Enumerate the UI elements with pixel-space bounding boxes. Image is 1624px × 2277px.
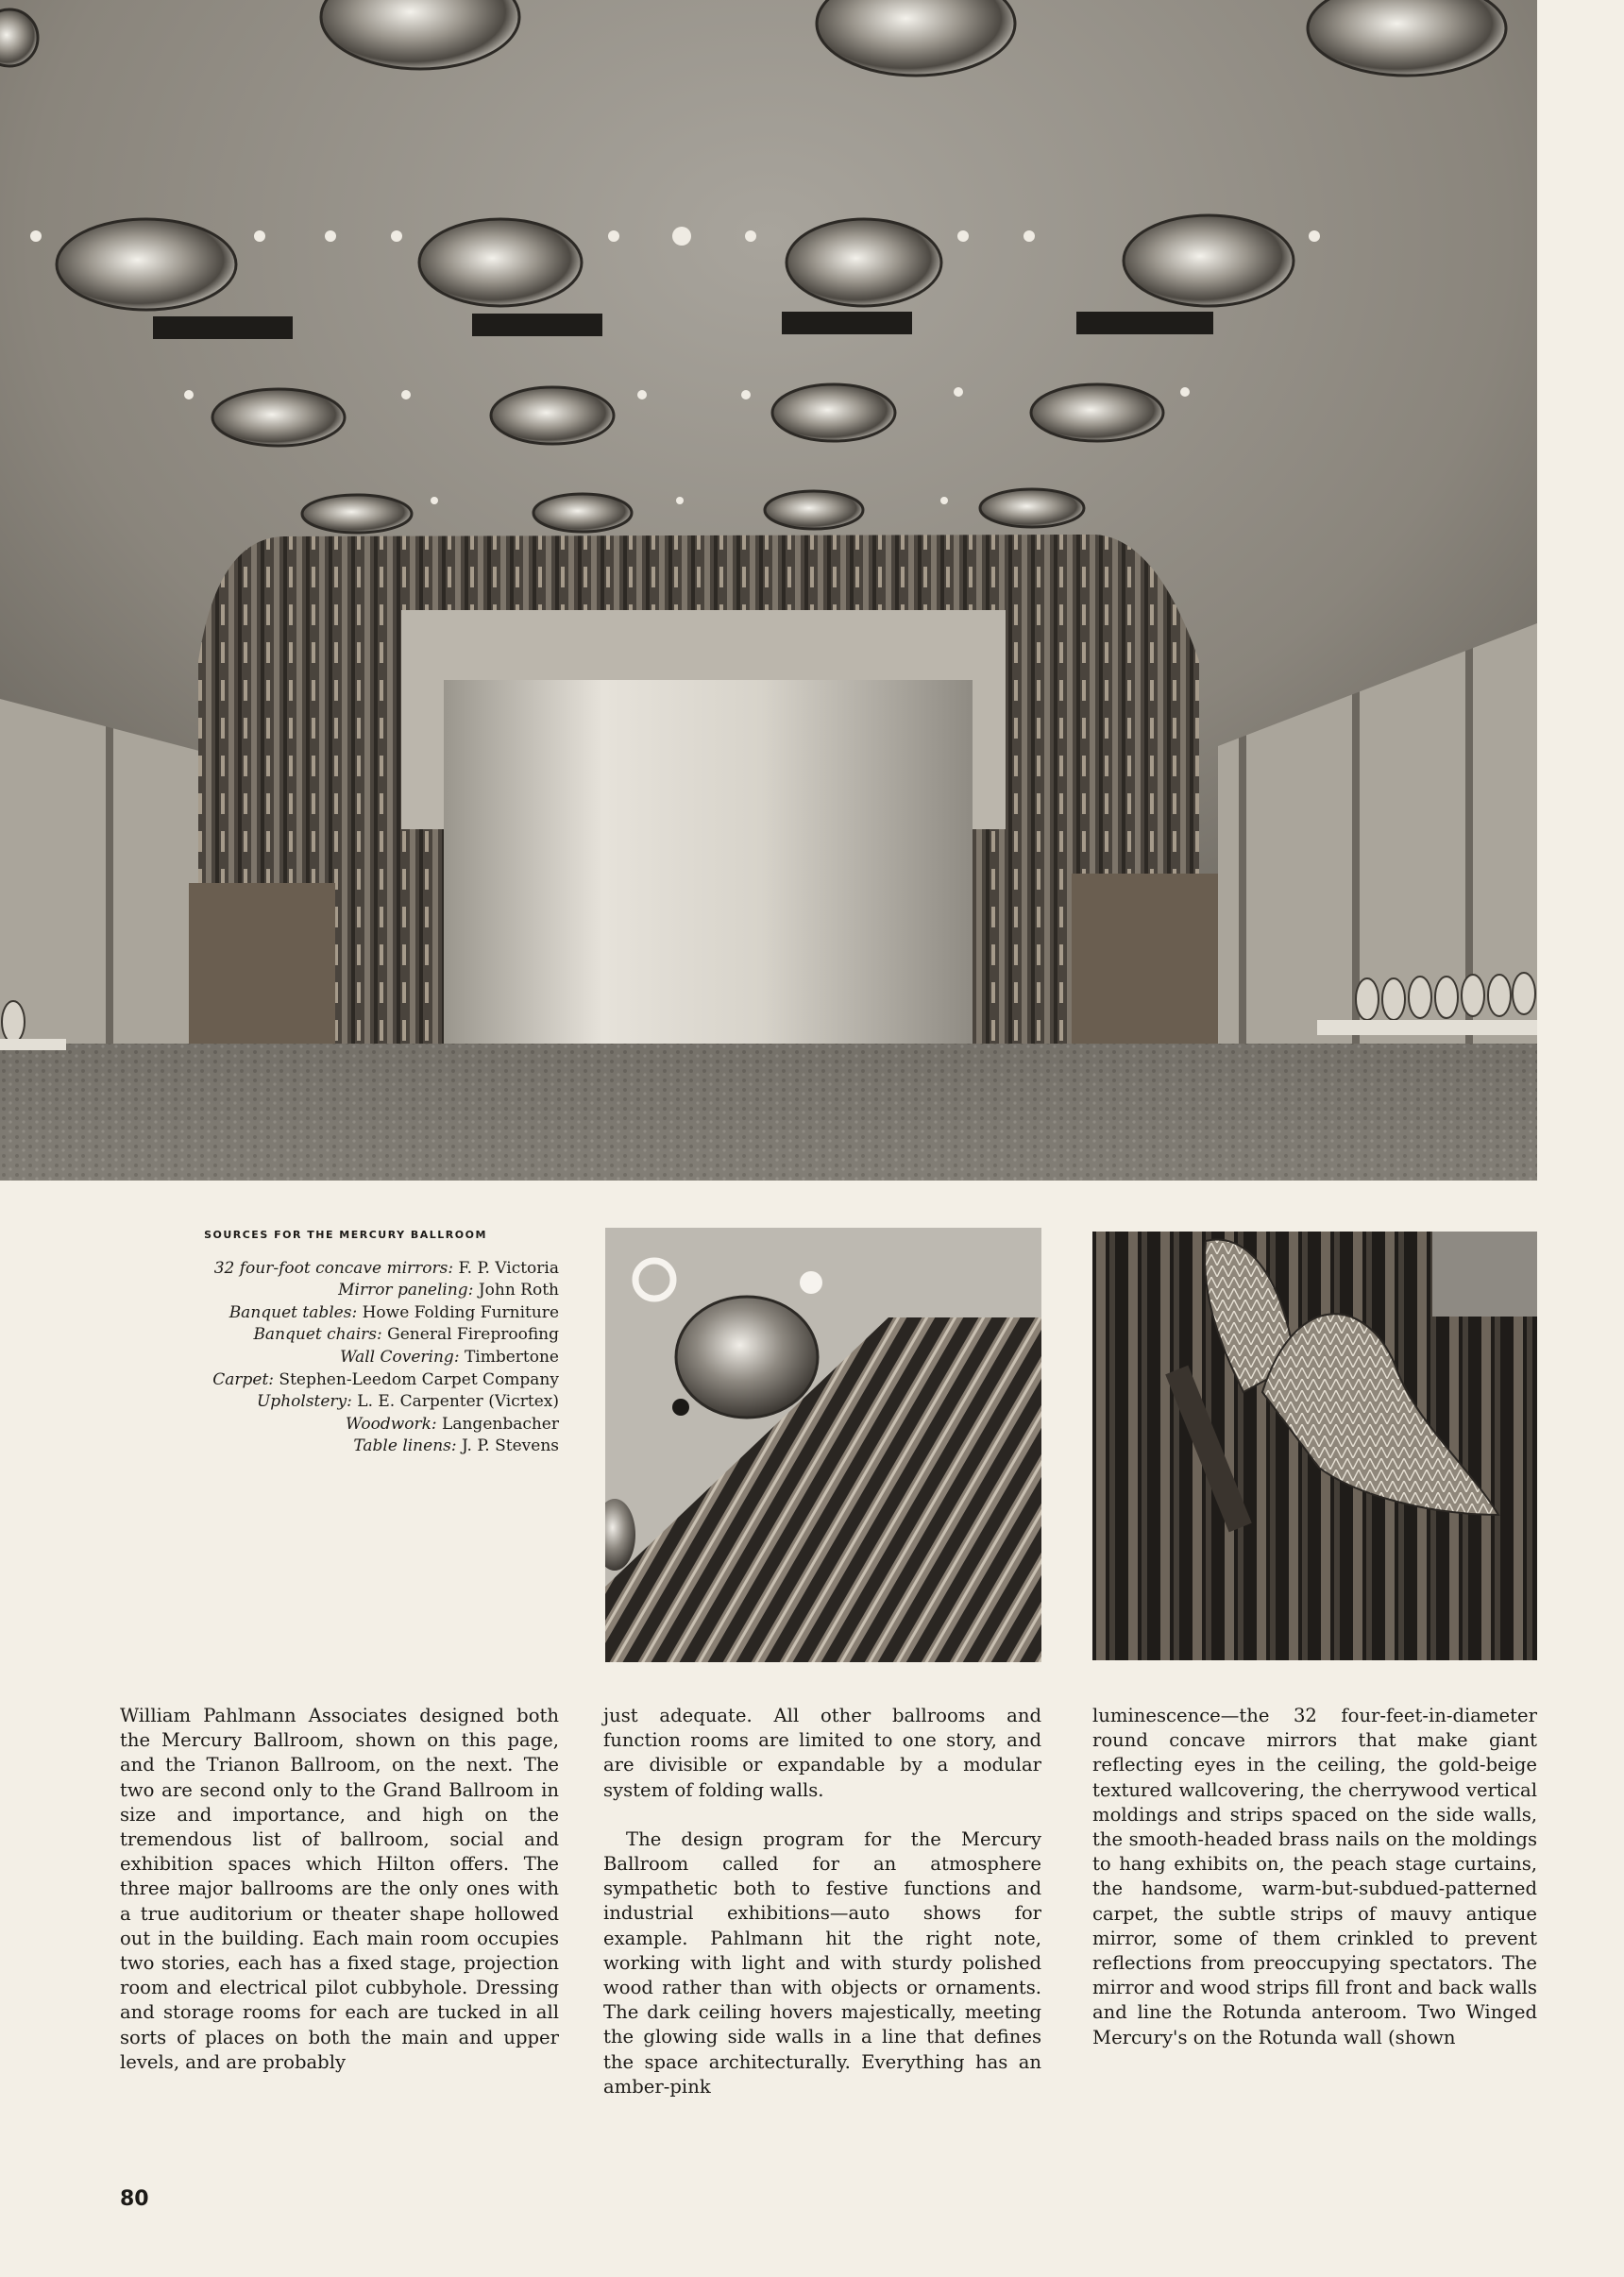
article-paragraph: luminescence—the 32 four-feet-in-diameter round concave mirrors that make giant reflecting eyes in the ceiling, the gold-beige textured wallcovering, the cherrywood vertical moldings and strips spaced on the side walls, the smooth-headed brass nails on the moldings to hang exhibits on, the peach stage curtains, the handsome, warm-but-subdued-patterned carpet, the subtle strips of mauvy antique mirror, some of them crinkled to prevent reflections from preoccupying spectators. The mirror and wood strips fill front and back walls and line the Rotunda anteroom. Two Winged Mercury's on the Rotunda wall (shown xyxy=(1092,1705,1537,2048)
ballroom-photo xyxy=(0,0,1537,1181)
source-line xyxy=(94,1280,559,1302)
source-line xyxy=(94,1369,559,1392)
article-paragraph: William Pahlmann Associates designed both the Mercury Ballroom, shown on this page, and the Trianon Ballroom, on the next. The two are second only to the Grand Ballroom in size and importance, and high on the tremendous list of ballroom, social and exhibition spaces which Hilton offers. The three major ballrooms are the only ones with a true auditorium or theater shape hollowed out in the building. Each main room occupies two stories, each has a fixed stage, projection room and electrical pilot cubbyhole. Dressing and storage rooms for each are tucked in all sorts of places on both the main and upper levels, and are probably xyxy=(120,1705,559,2073)
winged-mercury-photo xyxy=(1092,1232,1537,1660)
sources-heading: SOURCES FOR THE MERCURY BALLROOM xyxy=(204,1229,487,1241)
source-value: F. P. Victoria xyxy=(453,1258,559,1278)
source-line xyxy=(94,1347,559,1369)
source-line xyxy=(94,1302,559,1325)
page-number: 80 xyxy=(120,2187,149,2211)
source-label: Wall Covering: xyxy=(340,1347,460,1367)
source-line xyxy=(94,1258,559,1281)
source-label: Table linens: xyxy=(353,1436,457,1456)
source-line xyxy=(94,1436,559,1458)
sources-block xyxy=(94,1224,559,1458)
article-column-2 xyxy=(603,1704,1041,2099)
ceiling-detail-photo xyxy=(605,1228,1041,1662)
article-paragraph: The design program for the Mercury Ballroom called for an atmosphere sympathetic both to festive functions and industrial exhibitions—auto shows for example. Pahlmann hit the right note, working with light and with sturdy polished wood rather than with objects or ornaments. The dark ceiling hovers majestically, meeting the glowing side walls in a line that defines the space architecturally. Everything has an amber-pink xyxy=(603,1827,1041,2098)
source-line xyxy=(94,1391,559,1414)
source-value: John Roth xyxy=(473,1281,559,1300)
source-value: Howe Folding Furniture xyxy=(357,1302,559,1322)
source-label: Carpet: xyxy=(212,1369,275,1389)
source-value: Langenbacher xyxy=(436,1414,559,1434)
source-value: Timbertone xyxy=(459,1347,559,1367)
source-label: Upholstery: xyxy=(256,1392,352,1412)
source-label: Banquet tables: xyxy=(228,1302,358,1322)
article-paragraph: just adequate. All other ballrooms and function rooms are limited to one story, and are divisible or expandable by a modular system of folding walls. xyxy=(603,1705,1041,1801)
source-label: 32 four-foot concave mirrors: xyxy=(213,1258,454,1278)
source-value: General Fireproofing xyxy=(381,1325,559,1345)
source-value: J. P. Stevens xyxy=(456,1436,559,1456)
source-line xyxy=(94,1414,559,1436)
article-column-3 xyxy=(1092,1704,1537,2050)
source-value: L. E. Carpenter (Vicrtex) xyxy=(351,1392,559,1412)
source-line xyxy=(94,1324,559,1347)
source-label: Banquet chairs: xyxy=(253,1325,382,1345)
source-value: Stephen-Leedom Carpet Company xyxy=(274,1369,559,1389)
article-column-1 xyxy=(120,1704,559,2075)
source-label: Woodwork: xyxy=(346,1414,437,1434)
source-label: Mirror paneling: xyxy=(338,1281,474,1300)
